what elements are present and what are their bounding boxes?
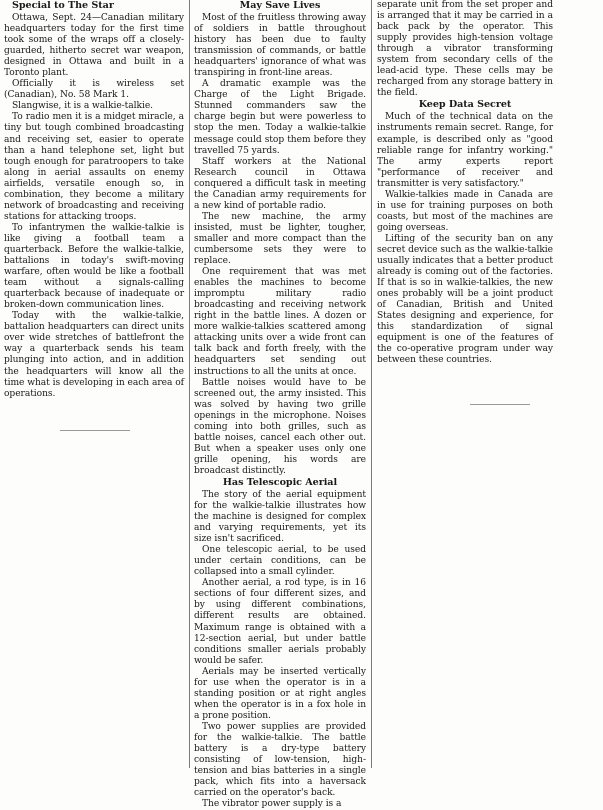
- paragraph: Most of the fruitless throwing away of soldiers in battle throughout history has been due to faulty transmission of commands, or battle headquarters' ignorance of what was transpiring in front-line areas.: [194, 13, 366, 79]
- paragraph: Today with the walkie-talkie, battalion headquarters can direct units over wide stretches of battlefront the way a quarterback sends his team plunging into action, and in addition the headquarters will know all the time what is developing in each area of operations.: [4, 311, 184, 399]
- end-rule: [470, 404, 530, 405]
- paragraph: The new machine, the army insisted, must be lighter, tougher, smaller and more compact than the cumbersome sets they were to replace.: [194, 211, 366, 267]
- paragraph: Ottawa, Sept. 24—Canadian military headquarters today for the first time took some of the wraps off a closely-guarded, hitherto secret war weapon, designed in Ottawa and built in a Toronto plant.: [4, 13, 184, 79]
- subheading-may-save-lives: May Save Lives: [239, 0, 321, 11]
- paragraph: Staff workers at the National Research council in Ottawa conquered a difficult task in meeting the Canadian army requirements for a new kind of portable radio.: [194, 156, 366, 211]
- column-divider-1: [189, 0, 190, 768]
- paragraph: Walkie-talkies made in Canada are in use for training purposes on both coasts, but most of the machines are going overseas.: [377, 189, 553, 233]
- paragraph: One telescopic aerial, to be used under certain conditions, can be collapsed into a small cylinder.: [194, 545, 366, 578]
- end-rule: [60, 430, 130, 431]
- subheading-telescopic-aerial: Has Telescopic Aerial: [222, 476, 338, 488]
- paragraph: One requirement that was met enables the machines to become impromptu military radio broadcasting and receiving network right in the battle lines. A dozen or more walkie-talkies scattered among attacking units over a wide front can talk back and forth freely, with the headquarters set sending out instructions to all the units at once.: [194, 267, 366, 377]
- paragraph: Another aerial, a rod type, is in 16 sections of four different sizes, and by using different combinations, different results are obtained. Maximum range is obtained with a 12-section aerial, but under battle conditions smaller aerials probably would be safer.: [194, 578, 366, 666]
- column-divider-2: [371, 0, 372, 768]
- paragraph: Officially it is wireless set (Canadian), No. 58 Mark 1.: [4, 79, 184, 101]
- paragraph: The vibrator power supply is a: [202, 799, 342, 810]
- article-column-1: [4, 0, 184, 400]
- paragraph: To infantrymen the walkie-talkie is like giving a football team a quarterback. Before the walkie-talkie, battalions in today's swift-moving warfare, often would be like a football team without a signals-calling quarterback because of inadequate or broken-down communication lines.: [4, 222, 184, 311]
- paragraph: Aerials may be inserted vertically for use when the operator is in a standing position or at right angles when the operator is in a fox hole in a prone position.: [194, 666, 366, 721]
- dateline-heading: Special to The Star: [12, 0, 114, 11]
- paragraph: A dramatic example was the Charge of the Light Brigade. Stunned commanders saw the charge begin but were powerless to stop the men. Today a walkie-talkie message could stop them before they travelled 75 yards.: [194, 79, 366, 156]
- subheading-keep-data-secret: Keep Data Secret: [418, 99, 512, 111]
- article-column-3: [377, 0, 553, 367]
- paragraph: Battle noises would have to be screened out, the army insisted. This was solved by having two grille openings in the microphone. Noises coming into both grilles, such as battle noises, cancel each other out. But when a speaker uses only one grille opening, his words are broadcast distinctly.: [194, 377, 366, 476]
- paragraph: The story of the aerial equipment for the walkie-talkie illustrates how the machine is designed for complex and varying requirements, yet its size isn't sacrificed.: [194, 489, 366, 545]
- paragraph: Slangwise, it is a walkie-talkie.: [12, 101, 154, 112]
- paragraph: To radio men it is a midget miracle, a tiny but tough combined broadcasting and receiving set, easier to operate than a hand telephone set, light but tough enough for paratroopers to take along in aerial assaults on enemy airfields, versatile enough so, in combination, they become a military network of broadcasting and receiving stations for attacking troops.: [4, 112, 184, 222]
- paragraph: Lifting of the security ban on any secret device such as the walkie-talkie usually indicates that a better product already is coming out of the factories. If that is so in walkie-talkies, the new ones probably will be a joint product of Canadian, British and United States designing and experience, for this standardization of signal equipment is one of the features of the co-operative program under way between these countries.: [377, 233, 553, 366]
- paragraph: separate unit from the set proper and is arranged that it may be carried in a back pack by the operator. This supply provides high-tension voltage through a vibrator transforming system from secondary cells of the lead-acid type. These cells may be recharged from any storage battery in the field.: [377, 0, 553, 99]
- paragraph: Much of the technical data on the instruments remain secret. Range, for example, is described only as "good reliable range for infantry working." The army experts report "performance of receiver and transmitter is very satisfactory.": [377, 112, 553, 189]
- paragraph: Two power supplies are provided for the walkie-talkie. The battle battery is a dry-type battery consisting of low-tension, high-tension and bias batteries in a single pack, which fits into a haversack carried on the operator's back.: [194, 721, 366, 799]
- article-column-2: [194, 0, 366, 810]
